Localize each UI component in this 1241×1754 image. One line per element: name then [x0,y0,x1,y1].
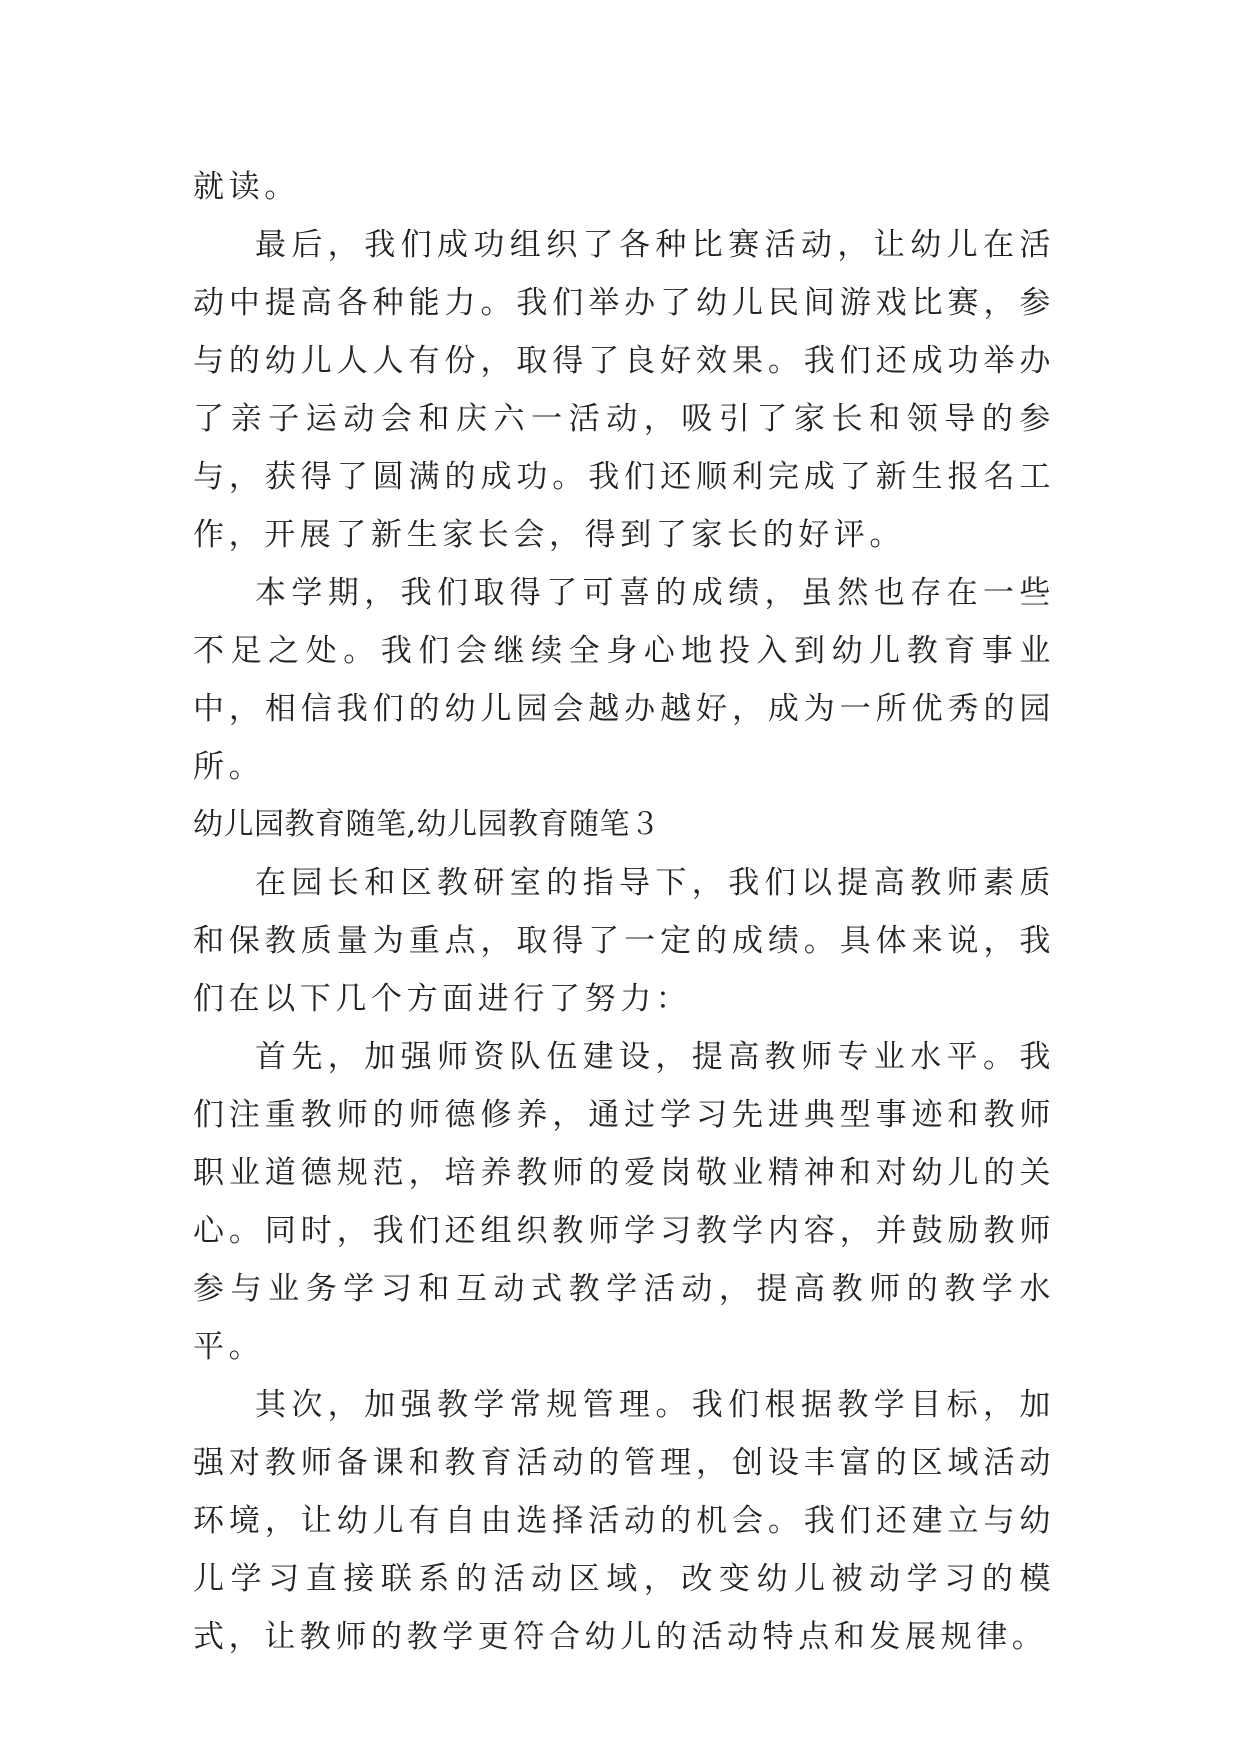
section-heading: 幼儿园教育随笔,幼儿园教育随笔３ [193,807,661,842]
paragraph-introduction: 在园长和区教研室的指导下，我们以提高教师素质和保教质量为重点，取得了一定的成绩。具体来说，我们在以下几个方面进行了努力： [193,865,1055,1017]
paragraph-teaching-management: 其次，加强教学常规管理。我们根据教学目标，加强对教师备课和教育活动的管理，创设丰富的区域活动环境，让幼儿有自由选择活动的机会。我们还建立与幼儿学习直接联系的活动区域，改变幼儿被动学习的模式，让教师的教学更符合幼儿的活动特点和发展规律。 [193,1387,1055,1655]
document-body [193,158,1055,1666]
paragraph-competitions: 最后，我们成功组织了各种比赛活动，让幼儿在活动中提高各种能力。我们举办了幼儿民间游戏比赛，参与的幼儿人人有份，取得了良好效果。我们还成功举办了亲子运动会和庆六一活动，吸引了家长和领导的参与，获得了圆满的成功。我们还顺利完成了新生报名工作，开展了新生家长会，得到了家长的好评。 [193,227,1055,553]
paragraph-semester-summary: 本学期，我们取得了可喜的成绩，虽然也存在一些不足之处。我们会继续全身心地投入到幼儿教育事业中，相信我们的幼儿园会越办越好，成为一所优秀的园所。 [193,575,1055,785]
paragraph-teacher-training: 首先，加强师资队伍建设，提高教师专业水平。我们注重教师的师德修养，通过学习先进典型事迹和教师职业道德规范，培养教师的爱岗敬业精神和对幼儿的关心。同时，我们还组织教师学习教学内容，并鼓励教师参与业务学习和互动式教学活动，提高教师的教学水平。 [193,1039,1055,1365]
paragraph-continuation: 就读。 [193,169,300,205]
